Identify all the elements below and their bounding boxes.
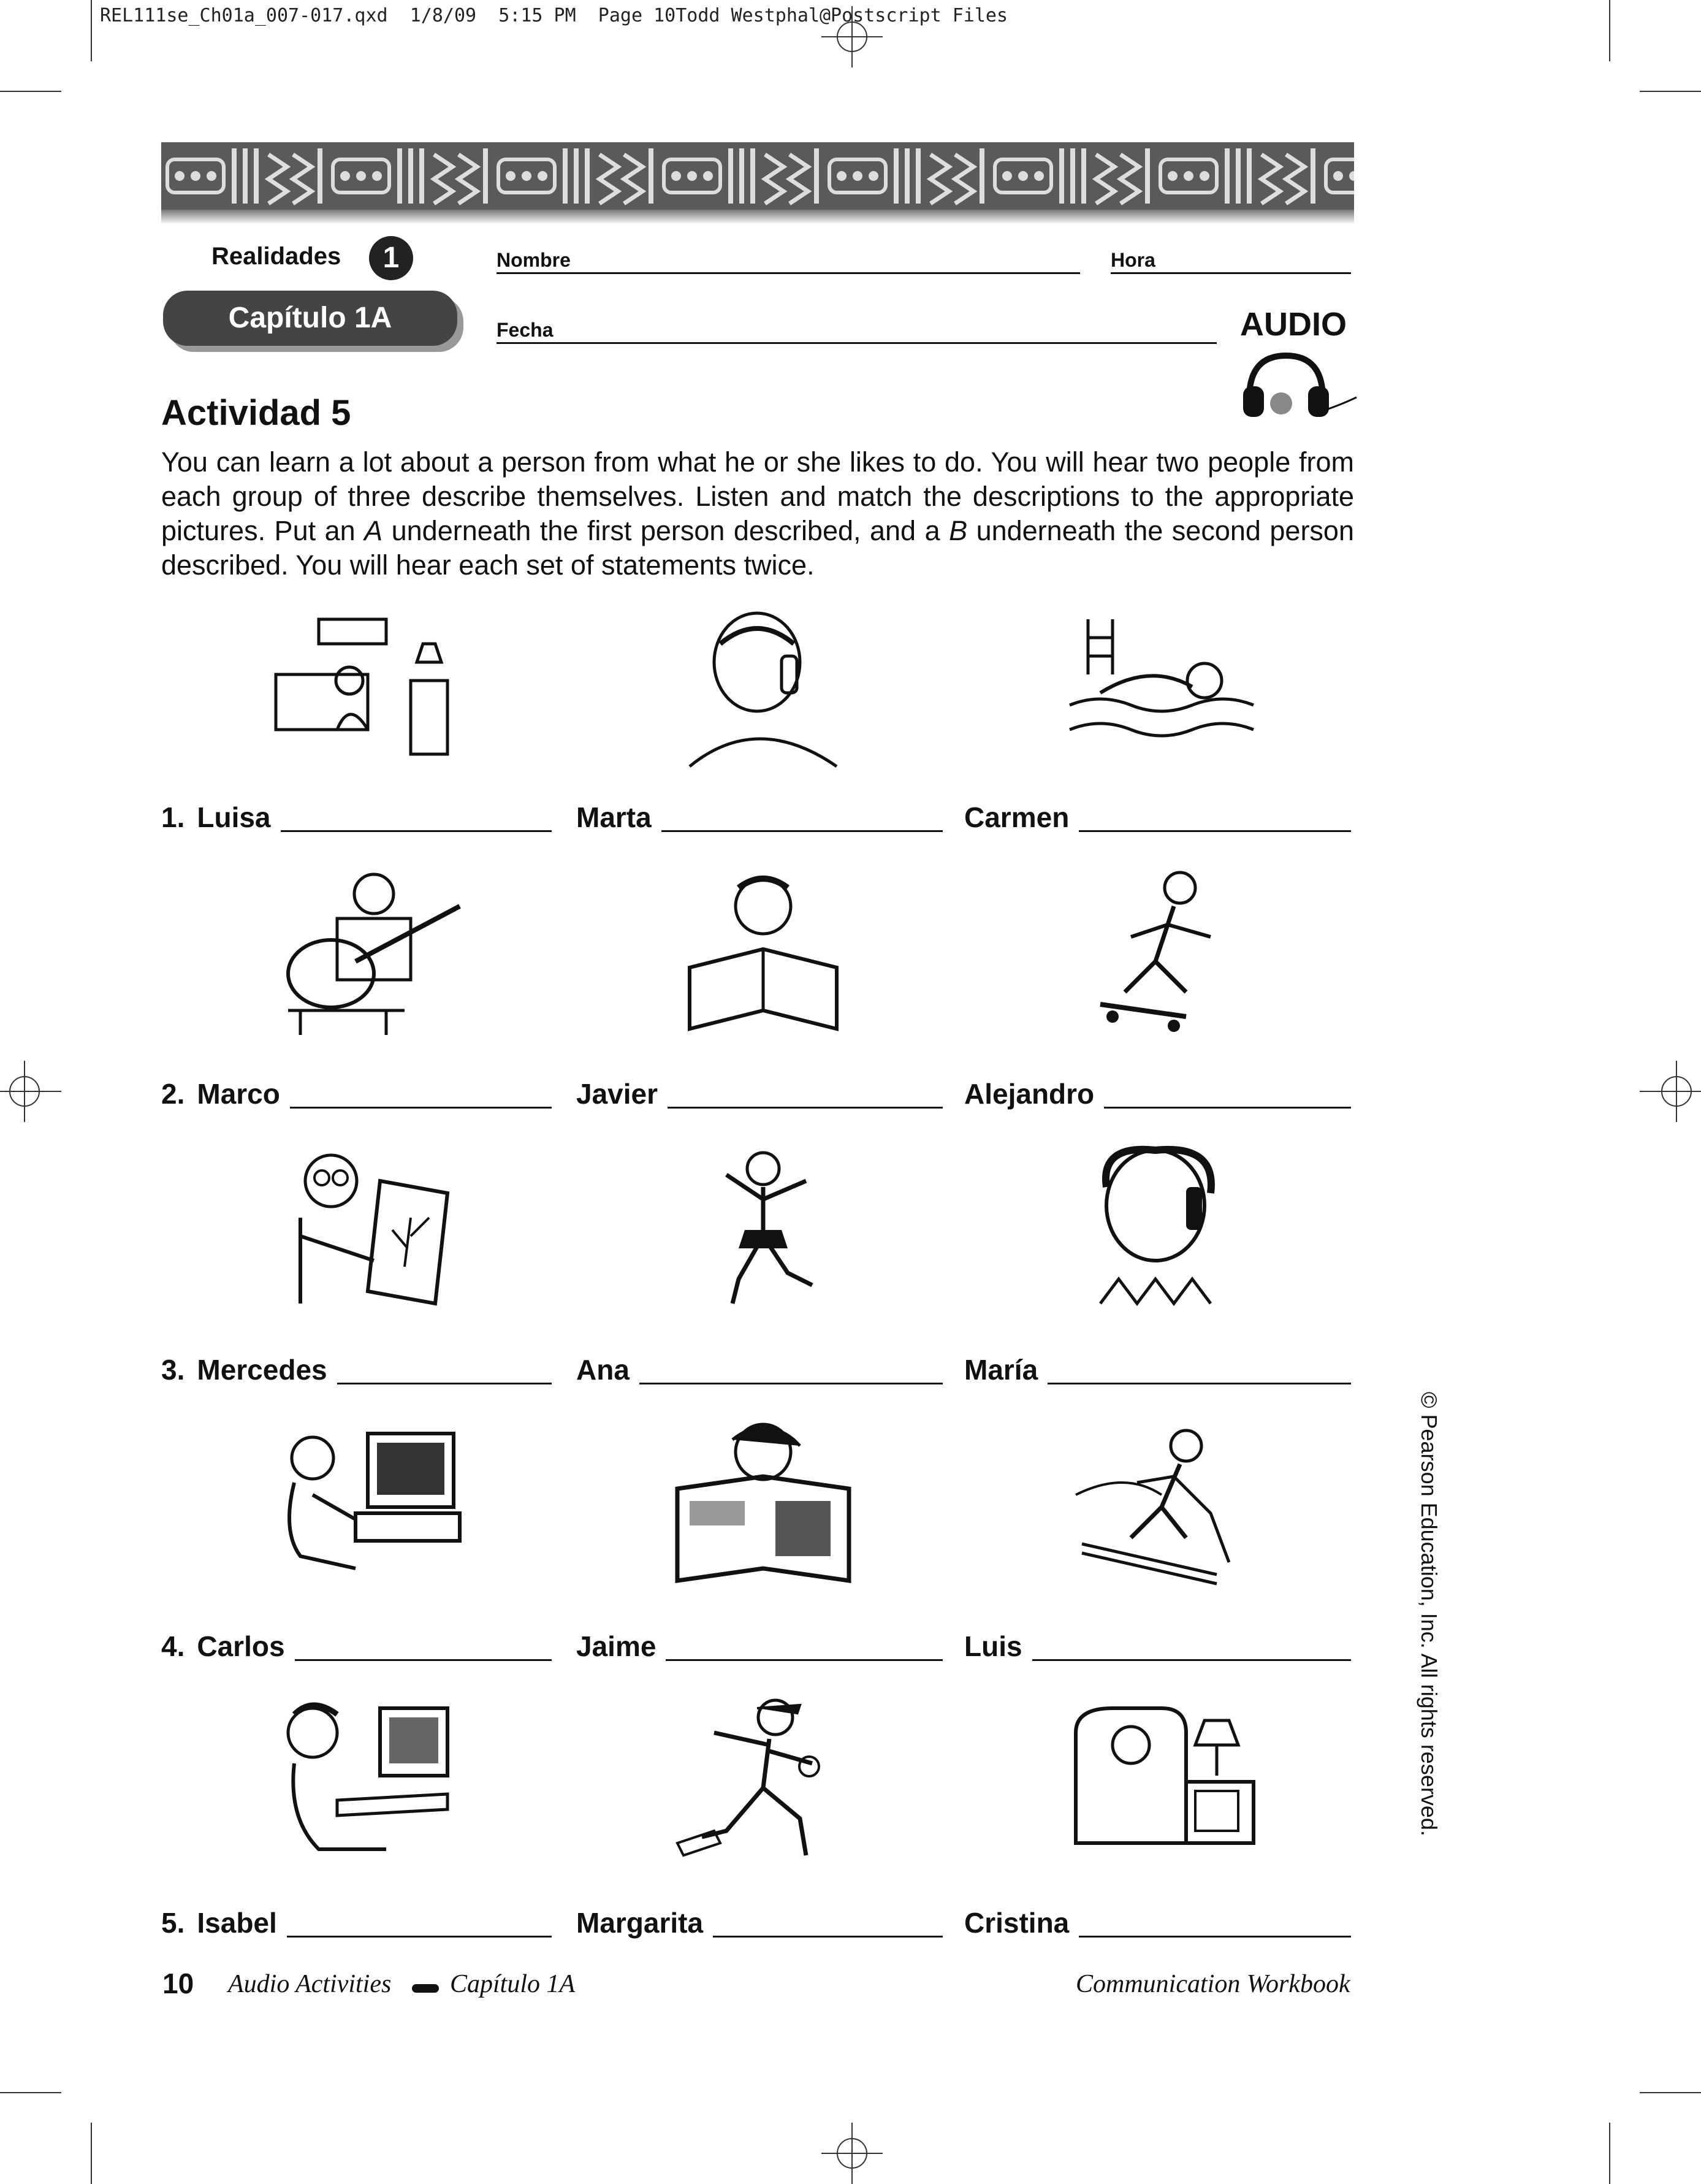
answer-blank[interactable] (1104, 1107, 1351, 1109)
footer-chapter: Capítulo 1A (450, 1970, 576, 1998)
name-label: Nombre (497, 249, 571, 271)
registration-mark (0, 1061, 61, 1122)
copyright-notice: © Pearson Education, Inc. All rights reserved. (1417, 1392, 1442, 1836)
answer-blank[interactable] (661, 830, 943, 832)
person-name: Javier (576, 1078, 658, 1110)
answer-blank[interactable] (1032, 1659, 1351, 1661)
person-name: Alejandro (964, 1078, 1095, 1110)
person-label (161, 801, 271, 834)
answer-blank[interactable] (1079, 830, 1351, 832)
person-name: Carlos (197, 1630, 285, 1662)
crop-mark (1609, 0, 1610, 61)
person-label (576, 1630, 656, 1663)
person-name: Jaime (576, 1630, 656, 1662)
person-name: Luisa (197, 801, 271, 833)
person-name: Luis (964, 1630, 1022, 1662)
footer-separator (412, 1984, 439, 1993)
person-label (161, 1077, 280, 1110)
person-label (964, 801, 1069, 834)
phone-call-icon (1064, 1144, 1266, 1310)
video-game-icon (264, 1421, 466, 1587)
person-name: Carmen (964, 801, 1070, 833)
drawing-icon (264, 1144, 466, 1310)
audio-tag: AUDIO (1240, 306, 1347, 343)
activity-title: Actividad 5 (161, 393, 351, 433)
item-number: 2. (161, 1078, 185, 1110)
answer-blank[interactable] (668, 1107, 943, 1109)
level-badge: 1 (369, 236, 413, 280)
reading-magazine-icon (665, 1421, 867, 1587)
item-number: 5. (161, 1907, 185, 1939)
crop-mark (1609, 2123, 1610, 2184)
answer-blank[interactable] (1048, 1383, 1351, 1384)
page-number: 10 (162, 1968, 194, 1999)
skiing-icon (1064, 1421, 1266, 1587)
answer-blank[interactable] (337, 1383, 552, 1384)
date-label: Fecha (497, 319, 554, 341)
person-name: Margarita (576, 1907, 704, 1939)
person-label (964, 1630, 1022, 1663)
listening-music-icon (264, 607, 466, 773)
person-label (161, 1353, 327, 1386)
answer-blank[interactable] (666, 1659, 943, 1661)
guitar-icon (264, 869, 466, 1035)
hour-label: Hora (1111, 249, 1155, 271)
swimming-icon (1064, 607, 1266, 773)
answer-blank[interactable] (639, 1383, 943, 1384)
person-name: Marco (197, 1078, 280, 1110)
person-name: Marta (576, 801, 652, 833)
crop-mark (91, 0, 92, 61)
person-name: Mercedes (197, 1354, 327, 1386)
sports-icon (665, 1696, 867, 1861)
banner-shadow (161, 210, 1354, 224)
skateboarding-icon (1064, 869, 1266, 1035)
footer-section: Audio Activities (228, 1970, 392, 1998)
series-title: Realidades (211, 243, 341, 270)
answer-blank[interactable] (713, 1936, 943, 1938)
answer-blank[interactable] (295, 1659, 552, 1661)
registration-mark (821, 2123, 883, 2184)
answer-blank[interactable] (290, 1107, 552, 1109)
instructions: You can learn a lot about a person from what he or she likes to do. You will hear two people from each group of three describe themselves. Listen and match the descriptions to the appropriate pictures. Put an A underneath the first person described, and a B underneath the second person described. You will hear each set of statements twice. (161, 446, 1354, 581)
person-label (964, 1077, 1094, 1110)
item-number: 3. (161, 1354, 185, 1386)
person-label (161, 1630, 285, 1663)
watching-tv-icon (1064, 1696, 1266, 1861)
answer-blank[interactable] (1079, 1936, 1351, 1938)
person-name: Isabel (197, 1907, 277, 1939)
person-label (576, 1353, 630, 1386)
crop-mark (1640, 2092, 1701, 2093)
dancing-icon (665, 1144, 867, 1310)
item-number: 4. (161, 1630, 185, 1662)
talking-phone-icon (665, 607, 867, 773)
answer-blank[interactable] (281, 830, 552, 832)
person-label (161, 1906, 277, 1939)
date-field[interactable] (497, 342, 1217, 344)
person-name: Cristina (964, 1907, 1070, 1939)
person-label (964, 1353, 1038, 1386)
decorative-banner (161, 142, 1354, 210)
crop-mark (1640, 91, 1701, 92)
headphones-icon (1237, 349, 1360, 423)
reading-icon (665, 869, 867, 1035)
computer-icon (264, 1696, 466, 1861)
crop-mark (0, 2092, 61, 2093)
hour-field[interactable] (1111, 272, 1351, 274)
chapter-tab: Capítulo 1A (163, 291, 457, 346)
name-field[interactable] (497, 272, 1080, 274)
registration-mark (1640, 1061, 1701, 1122)
item-number: 1. (161, 801, 185, 833)
person-label (576, 1077, 658, 1110)
crop-mark (0, 91, 61, 92)
footer-book-title: Communication Workbook (1076, 1970, 1350, 1998)
person-name: María (964, 1354, 1038, 1386)
person-label (576, 801, 652, 834)
crop-mark (91, 2123, 92, 2184)
person-label (576, 1906, 703, 1939)
print-slug: REL111se_Ch01a_007-017.qxd 1/8/09 5:15 PM Page 10Todd Westphal@Postscript Files (100, 5, 1008, 26)
registration-mark (821, 6, 883, 67)
person-name: Ana (576, 1354, 630, 1386)
answer-blank[interactable] (287, 1936, 552, 1938)
person-label (964, 1906, 1069, 1939)
